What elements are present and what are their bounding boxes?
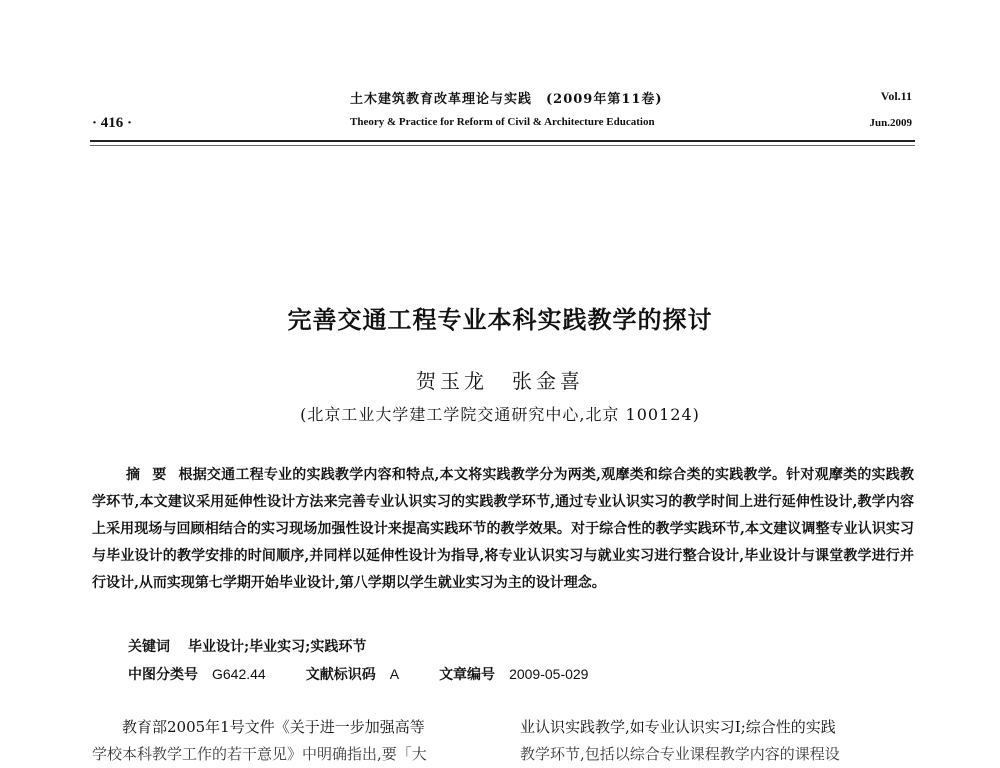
journal-title-cn: 土木建筑教育改革理论与实践 (2009年第11卷) <box>350 92 663 107</box>
issue-date: Jun.2009 <box>869 117 912 129</box>
doc-code-label: 文献标识码 <box>305 667 376 683</box>
doc-code-value: A <box>389 666 400 682</box>
keywords-text: 毕业设计;毕业实习;实践环节 <box>188 639 367 655</box>
header-rule <box>90 140 915 142</box>
article-title: 完善交通工程专业本科实践教学的探讨 <box>287 306 713 334</box>
abstract-label: 摘要 <box>126 467 179 483</box>
classification-row <box>128 664 628 684</box>
article-authors: 贺玉龙 张金喜 <box>416 369 584 393</box>
body-right-line-1: 业认识实践教学,如专业认识实习Ⅰ;综合性的实践 <box>520 718 836 736</box>
article-number-label: 文章编号 <box>439 667 496 683</box>
body-left-line-1: 教育部2005年1号文件《关于进一步加强高等 <box>122 718 425 736</box>
author-affiliation: (北京工业大学建工学院交通研究中心,北京 100124) <box>300 405 700 424</box>
page-number: · 416 · <box>92 115 133 131</box>
clc-value: G642.44 <box>212 666 266 682</box>
abstract <box>92 462 914 597</box>
body-right-line-2: 教学环节,包括以综合专业课程教学内容的课程设 <box>520 745 840 763</box>
header-rule-secondary <box>90 145 915 146</box>
body-left-line-2: 学校本科教学工作的若干意见》中明确指出,要「大 <box>92 745 427 763</box>
journal-title-en: Theory & Practice for Reform of Civil & Architecture Education <box>350 116 655 128</box>
abstract-text: 根据交通工程专业的实践教学内容和特点,本文将实践教学分为两类,观摩类和综合类的实践教学。针对观摩类的实践教学环节,本文建议采用延伸性设计方法来完善专业认识实习的实践教学环节,通过专业认识实习的教学时间上进行延伸性设计,教学内容上采用现场与回顾相结合的实习现场加强性设计来提高实践环节的教学效果。对于综合性的教学实践环节,本文建议调整专业认识实习与毕业设计的教学安排的时间顺序,并同样以延伸性设计为指导,将专业认识实习与就业实习进行整合设计,毕业设计与课堂教学进行并行设计,从而实现第七学期开始毕业设计,第八学期以学生就业实习为主的设计理念。 <box>92 467 915 591</box>
clc-label: 中图分类号 <box>128 667 198 683</box>
keywords-row <box>128 636 366 656</box>
keywords-label: 关键词 <box>128 639 170 655</box>
article-number-value: 2009-05-029 <box>509 666 589 682</box>
volume-label: Vol.11 <box>880 89 912 103</box>
